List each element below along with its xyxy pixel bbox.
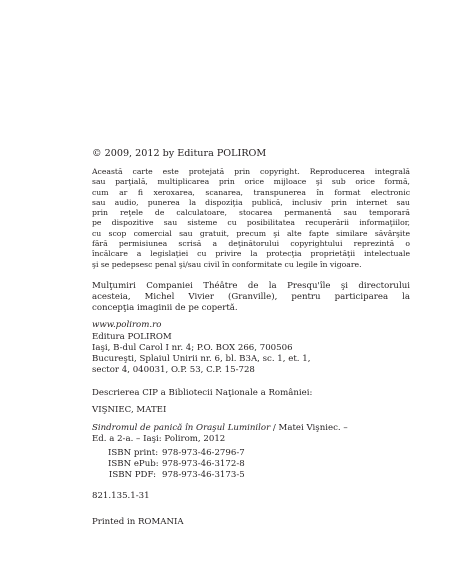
isbn-list — [108, 448, 410, 481]
bibliographic-edition: Ed. a 2-a. – Iaşi: Polirom, 2012 — [92, 433, 226, 444]
address-line: sector 4, 040031, O.P. 53, C.P. 15-728 — [92, 364, 255, 375]
copyright-line: © 2009, 2012 by Editura POLIROM — [92, 148, 267, 159]
isbn-label: ISBN PDF: — [108, 469, 156, 480]
legal-notice-line: fără permisiunea scrisă a deţinătorului copyrightului reprezintă o — [92, 239, 410, 249]
book-title: Sindromul de panică în Oraşul Luminilor — [92, 422, 271, 433]
classification-code: 821.135.1-31 — [92, 490, 150, 501]
bibliographic-line — [92, 423, 410, 434]
isbn-value: 978-973-46-3172-8 — [162, 458, 245, 469]
address-line: Iaşi, B-dul Carol I nr. 4; P.O. BOX 266, 700506 — [92, 342, 293, 353]
copyright-page — [92, 148, 410, 528]
acknowledgements-line: Mulţumiri Companiei Théâtre de la Presqu'île şi directorului — [92, 280, 410, 291]
legal-notice-line: Această carte este protejată prin copyright. Reproducerea integrală — [92, 167, 410, 176]
legal-notice-line: pe dispozitive sau sisteme cu posibilitatea recuperării informaţiilor, — [92, 218, 410, 228]
acknowledgements — [92, 281, 410, 314]
isbn-value: 978-973-46-3173-5 — [162, 469, 245, 480]
legal-notice-line: încălcare a legislaţiei cu privire la protecţia proprietăţii intelectuale — [92, 249, 410, 259]
legal-notice-line: şi se pedepsesc penal şi/sau civil în conformitate cu legile în vigoare. — [92, 259, 362, 269]
isbn-label: ISBN print: — [108, 447, 159, 458]
legal-notice-line: cum ar fi xeroxarea, scanarea, transpunerea în format electronic — [92, 187, 410, 197]
address-line: Bucureşti, Splaiul Unirii nr. 6, bl. B3A, sc. 1, et. 1, — [92, 353, 311, 364]
cip-heading: Descrierea CIP a Bibliotecii Naţionale a României: — [92, 387, 313, 398]
isbn-value: 978-973-46-2796-7 — [162, 447, 245, 458]
isbn-label: ISBN ePub: — [108, 458, 159, 469]
publisher-website: www.polirom.ro — [92, 319, 162, 330]
legal-notice-line: prin reţele de calculatoare, stocarea permanentă sau temporară — [92, 208, 410, 218]
publisher-address — [92, 332, 410, 376]
isbn-row — [108, 470, 410, 481]
acknowledgements-line: acesteia, Michel Vivier (Granville), pentru participarea la — [92, 291, 410, 302]
legal-notice — [92, 167, 410, 270]
address-line: Editura POLIROM — [92, 331, 172, 342]
legal-notice-line: sau parţială, multiplicarea prin orice mijloace şi sub orice formă, — [92, 177, 410, 187]
legal-notice-line: sau audio, punerea la dispoziţia publică, inclusiv prin internet sau — [92, 197, 410, 207]
author-name: VIŞNIEC, MATEI — [92, 404, 167, 415]
legal-notice-line: cu scop comercial sau gratuit, precum şi alte fapte similare săvârşite — [92, 228, 410, 238]
printed-in: Printed in ROMANIA — [92, 516, 184, 527]
isbn-row — [108, 459, 410, 470]
bibliographic-author: / Matei Vişniec. – — [270, 422, 348, 433]
bibliographic-record — [92, 423, 410, 445]
isbn-row — [108, 448, 410, 459]
acknowledgements-line: concepţia imaginii de pe copertă. — [92, 302, 238, 313]
